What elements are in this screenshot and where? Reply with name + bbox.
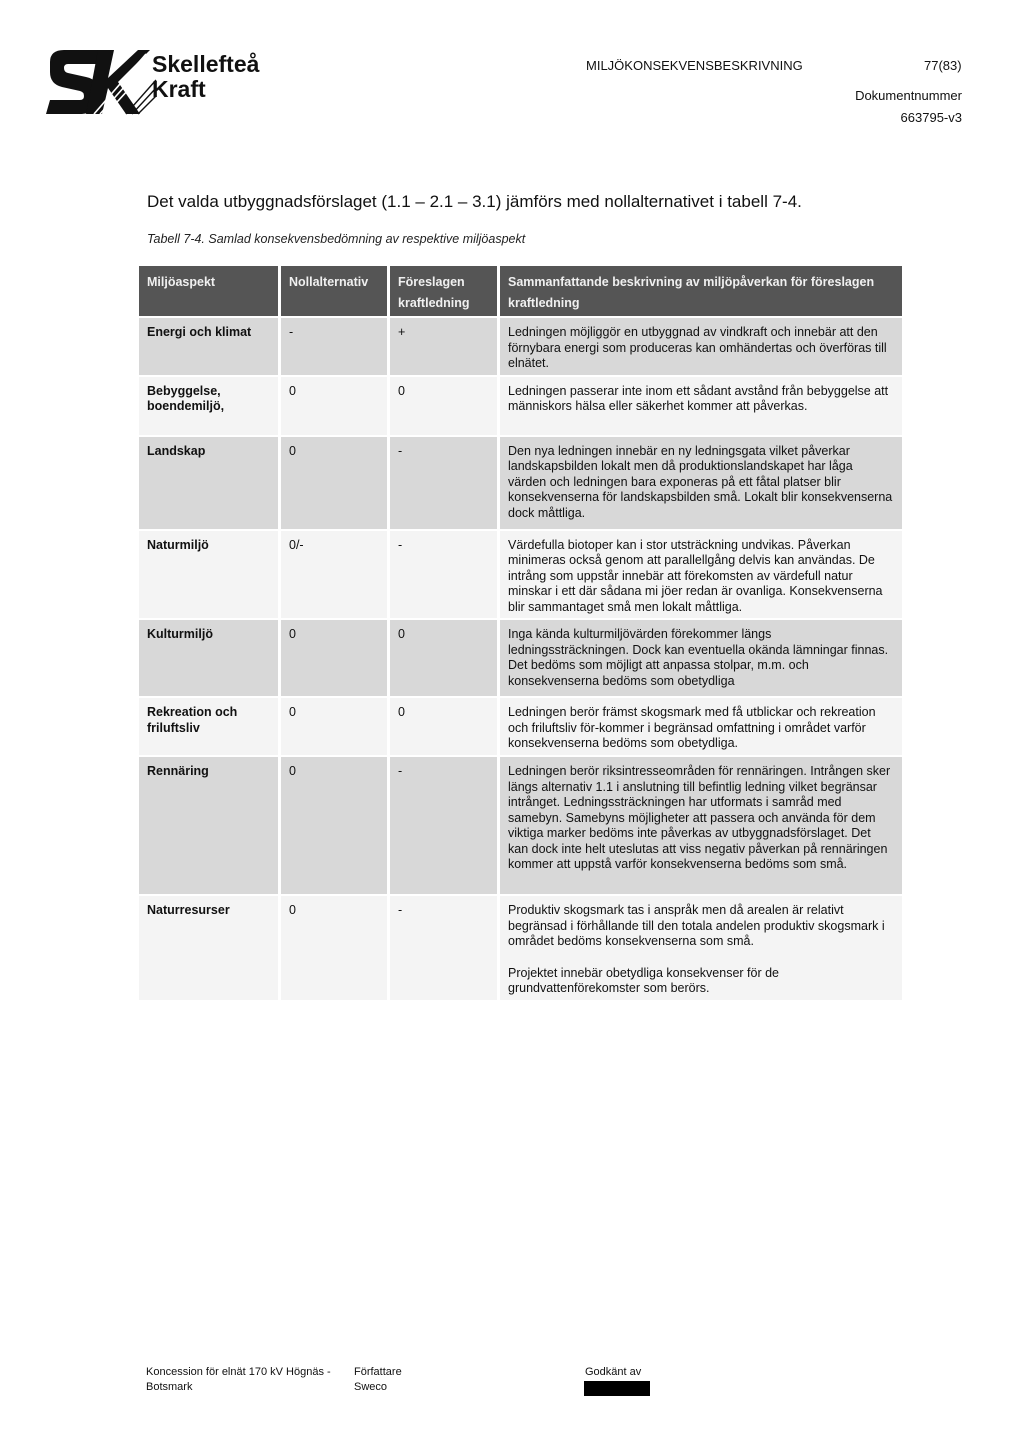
proposed-line-cell: - [390, 894, 500, 1000]
table-caption: Tabell 7-4. Samlad konsekvensbedömning av respektive miljöaspekt [147, 232, 526, 246]
zero-alternative-cell: - [281, 316, 390, 375]
zero-alternative-cell: 0 [281, 618, 390, 696]
summary-cell: Ledningen berör främst skogsmark med få utblickar och rekreation och friluftsliv för-kommer i begränsad omfattning i området varför konsekvenserna bedöms som obetydliga. [500, 696, 902, 755]
document-type: MILJÖKONSEKVENSBESKRIVNING [586, 58, 803, 73]
footer-author-label: Författare [354, 1366, 402, 1378]
summary-cell: Ledningen passerar inte inom ett sådant avstånd från bebyggelse att människors hälsa eller säkerhet kommer att påverkas. [500, 375, 902, 435]
table-row [139, 755, 902, 894]
proposed-line-cell: 0 [390, 375, 500, 435]
column-header-aspect: Miljöaspekt [139, 266, 281, 316]
summary-cell: Inga kända kulturmiljövärden förekommer längs ledningssträckningen. Dock kan eventuella okända lämningar finnas. Det bedöms som möjligt att anpassa stolpar, m.m. och konsekvenserna bedöms som obetydliga [500, 618, 902, 696]
column-header-summary: Sammanfattande beskrivning av miljöpåverkan för föreslagen kraftledning [500, 266, 902, 316]
footer-project: Koncession för elnät 170 kV Högnäs - Botsmark [146, 1366, 331, 1393]
assessment-table [139, 266, 902, 1000]
table-row [139, 894, 902, 1000]
proposed-line-cell: - [390, 755, 500, 894]
aspect-cell: Energi och klimat [139, 316, 281, 375]
table-row [139, 435, 902, 529]
document-number-label: Dokumentnummer [855, 88, 962, 103]
zero-alternative-cell: 0 [281, 375, 390, 435]
table-row [139, 316, 902, 375]
proposed-line-cell: - [390, 529, 500, 619]
summary-cell: Ledningen möjliggör en utbyggnad av vindkraft och innebär att den förnybara energi som produceras kan omhändertas och överföras till elnätet. [500, 316, 902, 375]
intro-paragraph: Det valda utbyggnadsförslaget (1.1 – 2.1 – 3.1) jämförs med nollalternativet i tabell 7-4. [147, 192, 802, 211]
zero-alternative-cell: 0 [281, 435, 390, 529]
zero-alternative-cell: 0/- [281, 529, 390, 619]
aspect-cell: Landskap [139, 435, 281, 529]
logo-wordmark [152, 52, 259, 102]
aspect-cell: Rennäring [139, 755, 281, 894]
summary-paragraph: Produktiv skogsmark tas i anspråk men då arealen är relativt begränsad i förhållande till den totala andelen produktiv skogsmark i området bedöms konsekvenserna som små. [508, 903, 885, 948]
aspect-cell: Naturmiljö [139, 529, 281, 619]
summary-cell: Värdefulla biotoper kan i stor utsträckning undvikas. Påverkan minimeras också genom att parallellgång delvis kan användas. De intrång som uppstår innebär att förekomsten av värdefull natur minskar i ett där sådana mi jöer redan är ovanliga. Konsekvenserna blir sammantaget små men lokalt måttliga. [500, 529, 902, 619]
summary-paragraph: Projektet innebär obetydliga konsekvenser för de grundvattenförekomster som berörs. [508, 965, 779, 995]
redacted-approver [584, 1381, 650, 1396]
summary-cell: Ledningen berör riksintresseområden för rennäringen. Intrången sker längs alternativ 1.1 i anslutning till befintlig ledning vilket begränsar intrånget. Ledningssträckningen har utformats i samråd med samebyn. Samebyns möjligheter att passera och använda för dem viktiga marker bedöms inte påverkas av utbyggnadsförslaget. Det kan dock inte helt uteslutas att viss negativ påverkan på rennäringen kommer att uppstå varför konsekvenserna bedöms som små. [500, 755, 902, 894]
table-row [139, 696, 902, 755]
table-row [139, 375, 902, 435]
footer-author-block [354, 1365, 402, 1395]
aspect-cell: Naturresurser [139, 894, 281, 1000]
footer-author: Sweco [354, 1381, 388, 1393]
proposed-line-cell: - [390, 435, 500, 529]
aspect-cell: Kulturmiljö [139, 618, 281, 696]
summary-cell: Den nya ledningen innebär en ny ledningsgata vilket påverkar landskapsbilden lokalt men då produktionslandskapet har låga värden och ledningen bara exponeras på ett fåtal platser blir konsekvenserna för landskapsbilden små. Lokalt blir konsekvenserna dock måttliga. [500, 435, 902, 529]
table-row [139, 618, 902, 696]
zero-alternative-cell: 0 [281, 755, 390, 894]
logo-line-2: Kraft [152, 76, 206, 102]
column-header-proposed-line: Föreslagen kraftledning [390, 266, 500, 316]
proposed-line-cell: 0 [390, 696, 500, 755]
aspect-cell: Bebyggelse, boendemiljö, [139, 375, 281, 435]
table-header-row [139, 266, 902, 316]
summary-cell [500, 894, 902, 1000]
column-header-zero-alternative: Nollalternativ [281, 266, 390, 316]
zero-alternative-cell: 0 [281, 894, 390, 1000]
document-number: 663795-v3 [900, 110, 962, 125]
proposed-line-cell: + [390, 316, 500, 375]
proposed-line-cell: 0 [390, 618, 500, 696]
aspect-cell: Rekreation och friluftsliv [139, 696, 281, 755]
zero-alternative-cell: 0 [281, 696, 390, 755]
logo-line-1: Skellefteå [152, 51, 260, 77]
page-number: 77(83) [924, 58, 962, 73]
footer-approved-label: Godkänt av [585, 1366, 642, 1378]
table-row [139, 529, 902, 619]
